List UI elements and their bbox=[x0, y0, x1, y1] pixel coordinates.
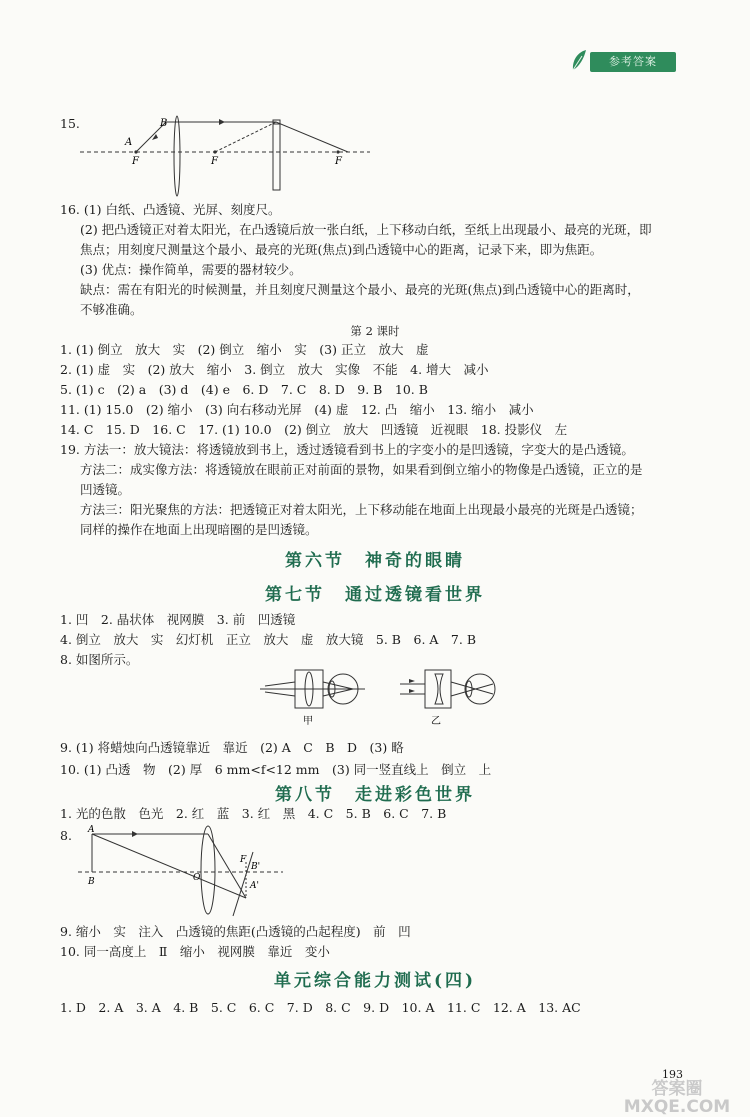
label-A: A bbox=[125, 137, 133, 148]
sec7-after-line: 10. (1) 凸透 物 (2) 厚 6 mm<f<12 mm (3) 同一竖直线上 倒立 上 bbox=[60, 762, 492, 777]
section-7-title: 第七节 通过透镜看世界 bbox=[265, 585, 485, 605]
diagram-yi bbox=[400, 670, 495, 727]
lesson2-line: 5. (1) c (2) a (3) d (4) e 6. D 7. C 8. D 9. B 10. B bbox=[60, 382, 428, 397]
lesson2-line: 19. 方法一：放大镜法：将透镜放到书上，透过透镜看到书上的字变小的是凹透镜，字变大的是凸透镜。 bbox=[60, 442, 634, 457]
q16-line6: 不够准确。 bbox=[80, 302, 143, 317]
q15-lens-diagram bbox=[80, 112, 370, 198]
label-F1: F bbox=[132, 156, 139, 167]
label-B: B bbox=[160, 118, 168, 129]
diagram-jia bbox=[260, 670, 365, 727]
lesson2-line: 2. (1) 虚 实 (2) 放大 缩小 3. 倒立 放大 实像 不能 4. 增大 减小 bbox=[60, 362, 489, 377]
eye-lens-diagrams bbox=[255, 662, 505, 730]
sec8-line10: 10. 同一高度上 Ⅱ 缩小 视网膜 靠近 变小 bbox=[60, 944, 330, 959]
method2-line1: 方法二：成实像方法：将透镜放在眼前正对前面的景物，如果看到倒立缩小的物像是凸透镜，正立的是 bbox=[80, 462, 643, 477]
q16-line2: (2) 把凸透镜正对着太阳光，在凸透镜后放一张白纸，上下移动白纸，至纸上出现最小、最亮的光斑，即 bbox=[80, 222, 652, 237]
watermark-logo: 答案圈 MXQE.COM bbox=[623, 1079, 731, 1117]
sec8-line1: 1. 光的色散 色光 2. 红 蓝 3. 红 黑 4. C 5. B 6. C 7. B bbox=[60, 806, 447, 821]
sec7-after-line: 9. (1) 将蜡烛向凸透镜靠近 靠近 (2) A C B D (3) 略 bbox=[60, 740, 404, 755]
method3-line1: 方法三：阳光聚焦的方法：把透镜正对着太阳光，上下移动能在地面上出现最小最亮的光斑是凸透镜； bbox=[80, 502, 643, 517]
leaf-icon bbox=[570, 48, 588, 72]
q16-line4: (3) 优点：操作简单，需要的器材较少。 bbox=[80, 262, 302, 277]
sec8-line9: 9. 缩小 实 注入 凸透镜的焦距(凸透镜的凸起程度) 前 凹 bbox=[60, 924, 411, 939]
section-8-title: 第八节 走进彩色世界 bbox=[275, 785, 475, 805]
q16-line3: 焦点；用刻度尺测量这个最小、最亮的光斑(焦点)到凸透镜中心的距离，记录下来，即为焦距。 bbox=[80, 242, 603, 257]
unit-test-title: 单元综合能力测试(四) bbox=[273, 971, 477, 991]
lesson2-line: 1. (1) 倒立 放大 实 (2) 倒立 缩小 实 (3) 正立 放大 虚 bbox=[60, 342, 429, 357]
q15-number: 15. bbox=[60, 116, 80, 131]
label-A: A bbox=[88, 825, 95, 835]
label-F: F bbox=[240, 855, 247, 865]
sec8-q8: 8. bbox=[60, 828, 72, 843]
method2-line2: 凹透镜。 bbox=[80, 482, 131, 497]
label-B: B bbox=[88, 877, 95, 887]
sec8-lens-diagram bbox=[78, 822, 298, 918]
section-6-title: 第六节 神奇的眼睛 bbox=[285, 551, 465, 571]
label-yi: 乙 bbox=[431, 716, 441, 727]
label-jia: 甲 bbox=[303, 716, 313, 727]
lesson2-title: 第 2 课时 bbox=[350, 324, 400, 338]
sec7-line: 8. 如图所示。 bbox=[60, 652, 139, 667]
page-number: 193 bbox=[662, 1068, 683, 1081]
method3-line2: 同样的操作在地面上出现暗圈的是凹透镜。 bbox=[80, 522, 318, 537]
sec7-line: 4. 倒立 放大 实 幻灯机 正立 放大 虚 放大镜 5. B 6. A 7. B bbox=[60, 632, 476, 647]
lesson2-line: 11. (1) 15.0 (2) 缩小 (3) 向右移动光屏 (4) 虚 12. 凸 缩小 13. 缩小 减小 bbox=[60, 402, 534, 417]
q16-line5: 缺点：需在有阳光的时候测量，并且刻度尺测量这个最小、最亮的光斑(焦点)到凸透镜中心的距离时， bbox=[80, 282, 640, 297]
answer-key-badge: 参考答案 bbox=[590, 52, 676, 72]
sec7-line: 1. 凹 2. 晶状体 视网膜 3. 前 凹透镜 bbox=[60, 612, 296, 627]
label-O: O bbox=[193, 873, 201, 883]
label-A-prime: A' bbox=[250, 881, 259, 891]
label-F2: F bbox=[211, 156, 218, 167]
test-answers: 1. D 2. A 3. A 4. B 5. C 6. C 7. D 8. C 9. D 10. A 11. C 12. A 13. AC bbox=[60, 1000, 581, 1015]
label-F3: F bbox=[335, 156, 342, 167]
lesson2-line: 14. C 15. D 16. C 17. (1) 10.0 (2) 倒立 放大 凹透镜 近视眼 18. 投影仪 左 bbox=[60, 422, 568, 437]
q16-line1: 16. (1) 白纸、凸透镜、光屏、刻度尺。 bbox=[60, 202, 281, 217]
label-B-prime: B' bbox=[251, 862, 261, 872]
